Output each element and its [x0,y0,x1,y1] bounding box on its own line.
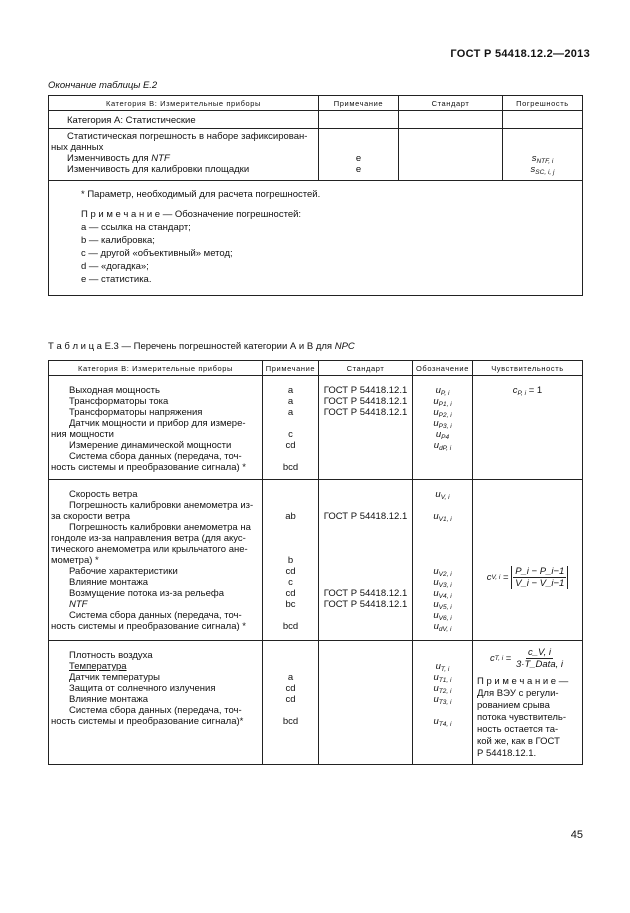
row-note: cd [285,683,296,694]
row-note: с [288,429,293,440]
t1-header-error: Погрешность [503,96,583,111]
row-label: Трансформаторы напряжения [69,407,203,418]
row-standard [319,489,412,500]
row-note: а [287,672,294,683]
symbol: $u_{V2, i}$ [433,566,452,578]
row-standard: ГОСТ Р 54418.12.1 [323,407,408,418]
t1-row-stat-1: Статистическая погрешность в наборе зафиксирован- [67,131,308,142]
t1-note-item: d — «догадка»; [81,261,149,272]
t1-note-site: е [355,164,362,175]
row-label: Измерение динамической мощности [69,440,232,451]
sensitivity-temp-denominator: 3·T_Data, i [516,659,563,670]
row-standard: ГОСТ Р 54418.12.1 [323,588,408,599]
row-standard [319,500,412,511]
sensitivity-note-line: ность остается та- [477,724,559,735]
t2-header-symbol: Обозначение [413,361,473,376]
t1-header-standard: Стандарт [399,96,503,111]
t1-header-note: Примечание [319,96,399,111]
sensitivity-note-line: потока чувствитель- [477,712,566,723]
row-label: Датчик мощности и прибор для измере- [69,418,246,429]
row-note: cd [285,588,296,599]
sensitivity-wind-numerator: P_i − P_i−1 [515,566,565,577]
row-note [263,489,318,500]
document-header: ГОСТ Р 54418.12.2—2013 [450,48,590,60]
symbol: $u_{P1, i}$ [433,396,452,408]
row-label: ность системы и преобразование сигнала) * [51,462,247,473]
row-note [263,610,318,621]
sensitivity-wind: c V, i = $\frac{P\_i - P\_i-1}{V\_i - V\_i-1}$ [487,566,569,589]
row-note: bcd [282,621,299,632]
symbol: $u_{dP, i}$ [433,440,452,452]
row-standard [319,522,412,533]
symbol: $u_{T3, i}$ [433,694,452,706]
symbol: $u_{T, i}$ [435,661,450,673]
t2-header-sensitivity: Чувствительность [473,361,583,376]
row-standard [319,555,412,566]
row-standard [319,462,412,473]
row-note [263,544,318,555]
t1-header-category: Категория В: Измерительные приборы [49,96,319,111]
t1-note-item: b — калибровка; [81,235,155,246]
symbol: $u_{T4, i}$ [433,716,452,728]
row-label: Система сбора данных (передача, точ- [69,610,242,621]
row-note [263,451,318,462]
row-standard [319,451,412,462]
t2-header-standard: Стандарт [319,361,413,376]
row-note: bcd [282,716,299,727]
row-note [263,522,318,533]
row-standard [319,610,412,621]
row-label: Защита от солнечного излучения [69,683,216,694]
row-note: с [288,577,293,588]
row-note [263,661,318,672]
row-note: b [287,555,294,566]
row-standard: ГОСТ Р 54418.12.1 [323,599,408,610]
row-note [263,533,318,544]
row-standard [319,566,412,577]
row-standard: ГОСТ Р 54418.12.1 [323,511,408,522]
row-note: bcd [282,462,299,473]
t1-err-site: $s_{SC, i, j}$ [530,164,555,176]
symbol: $u_{T2, i}$ [433,683,452,695]
sensitivity-note-line: Для ВЭУ с регули- [477,688,559,699]
symbol [413,705,472,716]
t1-note-item: с — другой «объективный» метод; [81,248,233,259]
row-standard [319,418,412,429]
symbol [413,533,472,544]
row-standard [319,544,412,555]
row-label: мометра) * [51,555,99,566]
row-label: ния мощности [51,429,114,440]
symbol: $u_{V6, i}$ [433,610,452,622]
t2-header-note: Примечание [263,361,319,376]
row-label: ность системы и преобразование сигнала)* [51,716,244,727]
t2-header-category: Категория В: Измерительные приборы [49,361,263,376]
symbol [413,462,472,473]
symbol: $u_{T1, i}$ [433,672,452,684]
symbol: $u_{V, i}$ [435,489,450,501]
symbol: $u_{dV, i}$ [433,621,452,633]
symbol [413,650,472,661]
row-label: Система сбора данных (передача, точ- [69,451,242,462]
row-standard [319,429,412,440]
row-label: NTF [69,599,88,610]
row-note [263,650,318,661]
row-note: а [287,396,294,407]
row-note: а [287,385,294,396]
row-label: Возмущение потока из-за рельефа [69,588,224,599]
t1-row-site: Изменчивость для калибровки площадки [67,164,250,175]
row-label: Система сбора данных (передача, точ- [69,705,242,716]
sensitivity-note-line: кой же, как в ГОСТ [477,736,560,747]
sensitivity-temperature: c T, i = $\frac{c\_V, i}{\text{3·T\_Data, i}}$ [489,647,563,670]
t1-note-item: е — статистика. [81,274,152,285]
row-label: Температура [69,661,127,672]
row-note: cd [285,694,296,705]
symbol: $u_{V4, i}$ [433,588,452,600]
sensitivity-note-line: П р и м е ч а н и е — [477,676,569,687]
row-label: Влияние монтажа [69,577,149,588]
t1-row-ntf: Изменчивость для NTF [67,153,170,164]
row-label: Выходная мощность [69,385,160,396]
sensitivity-note-line: рованием срыва [477,700,550,711]
row-standard [319,577,412,588]
table2-caption: Т а б л и ц а Е.3 — Перечень погрешностей категории А и В для NPC [48,341,355,352]
row-label: Рабочие характеристики [69,566,178,577]
sensitivity-temp-numerator: c_V, i [527,647,552,658]
row-standard [319,621,412,632]
row-label: ность системы и преобразование сигнала) * [51,621,247,632]
row-label: Скорость ветра [69,489,138,500]
symbol [413,451,472,462]
symbol [413,544,472,555]
row-note [263,500,318,511]
row-label: Погрешность калибровки анемометра на [69,522,251,533]
row-label: Плотность воздуха [69,650,153,661]
row-note: а [287,407,294,418]
row-note: ab [285,511,296,522]
t1-note-ntf: е [355,153,362,164]
sensitivity-note-line: Р 54418.12.1. [477,748,537,759]
symbol: $u_{P4}$ [435,429,450,441]
row-standard [319,440,412,451]
row-label: тического анемометра или крыльчатого ане- [51,544,248,555]
t1-row-stat-2: ных данных [51,142,104,153]
row-standard: ГОСТ Р 54418.12.1 [323,396,408,407]
table1-caption: Окончание таблицы Е.2 [48,80,158,91]
row-note [263,705,318,716]
t1-err-ntf: $s_{NTF, i}$ [531,153,554,165]
t1-note-title: П р и м е ч а н и е — Обозначение погрешностей: [81,209,302,220]
sensitivity-power: $c_{P, i} = 1$ [512,385,543,397]
symbol [413,500,472,511]
row-label: Датчик температуры [69,672,160,683]
t1-note-item: а — ссылка на стандарт; [81,222,191,233]
row-standard [319,533,412,544]
row-label: Трансформаторы тока [69,396,169,407]
symbol: $u_{V5, i}$ [433,599,452,611]
t1-footnote-star: * Параметр, необходимый для расчета погрешностей. [81,189,321,200]
row-note: cd [285,566,296,577]
row-label: Влияние монтажа [69,694,149,705]
symbol [413,522,472,533]
row-label: Погрешность калибровки анемометра из- [69,500,254,511]
page-number: 45 [570,829,583,841]
symbol [413,555,472,566]
symbol: $u_{P3, i}$ [433,418,452,430]
row-note: bc [285,599,296,610]
row-label: гондоле из-за направления ветра (для акус- [51,533,246,544]
t1-category-a: Категория А: Статистические [67,115,196,126]
table-e2 [48,95,583,296]
sensitivity-wind-denominator: V_i − V_i−1 [515,578,565,589]
row-note [263,418,318,429]
symbol: $u_{P, i}$ [435,385,450,397]
table-e3 [48,360,583,765]
row-standard: ГОСТ Р 54418.12.1 [323,385,408,396]
row-label: за скорости ветра [51,511,131,522]
symbol: $u_{V1, i}$ [433,511,452,523]
row-note: cd [285,440,296,451]
symbol: $u_{P2, i}$ [433,407,452,419]
symbol: $u_{V3, i}$ [433,577,452,589]
